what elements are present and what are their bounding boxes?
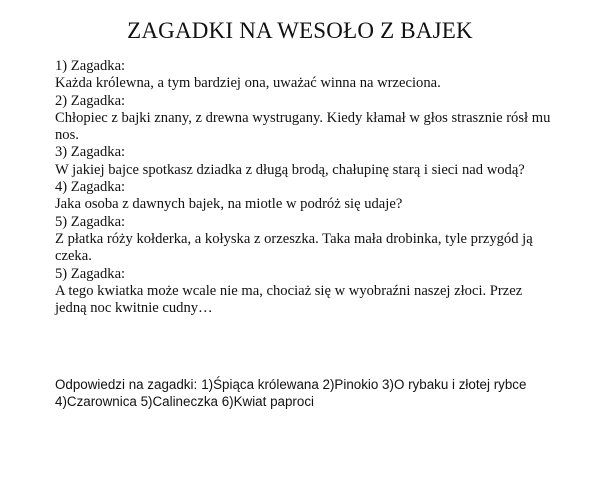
answers-line-2: 4)Czarownica 5)Calineczka 6)Kwiat paproci [55,394,314,409]
answers-text-1: 1)Śpiąca królewana 2)Pinokio 3)O rybaku i złotej rybce [201,377,527,392]
riddle-text: A tego kwiatka może wcale nie ma, chociaż się w wyobraźni naszej złoci. Przez jedną noc kwitnie cudny… [55,282,523,317]
riddle-item [55,266,555,318]
riddle-text: Każda królewna, a tym bardziej ona, uważać winna na wrzeciona. [55,75,441,92]
riddle-label: 4) Zagadka: [55,179,126,196]
riddle-text: Jaka osoba z dawnych bajek, na miotle w podróż się udaje? [55,196,403,213]
riddle-text: Chłopiec z bajki znany, z drewna wystrugany. Kiedy kłamał w głos strasznie rósł mu nos. [55,109,551,144]
riddle-item [55,144,555,179]
riddle-text: Z płatka róży kołderka, a kołyska z orzeszka. Taka mała drobinka, tyle przygód ją czeka. [55,230,533,265]
answers-section [55,376,555,410]
riddle-item [55,58,555,93]
riddle-label: 5) Zagadka: [55,265,126,282]
riddle-item [55,93,555,145]
riddle-label: 2) Zagadka: [55,92,126,109]
answers-label: Odpowiedzi na zagadki: [55,377,198,392]
answers-line-1 [55,376,555,393]
riddle-item [55,179,555,214]
riddle-label: 1) Zagadka: [55,58,126,74]
riddle-text: W jakiej bajce spotkasz dziadka z długą brodą, chałupinę starą i sieci nad wodą? [55,161,525,178]
riddle-label: 5) Zagadka: [55,213,126,230]
riddle-list [55,58,555,317]
document-title: ZAGADKI NA WESOŁO Z BAJEK [127,18,473,43]
riddle-item [55,214,555,266]
riddle-label: 3) Zagadka: [55,144,126,161]
